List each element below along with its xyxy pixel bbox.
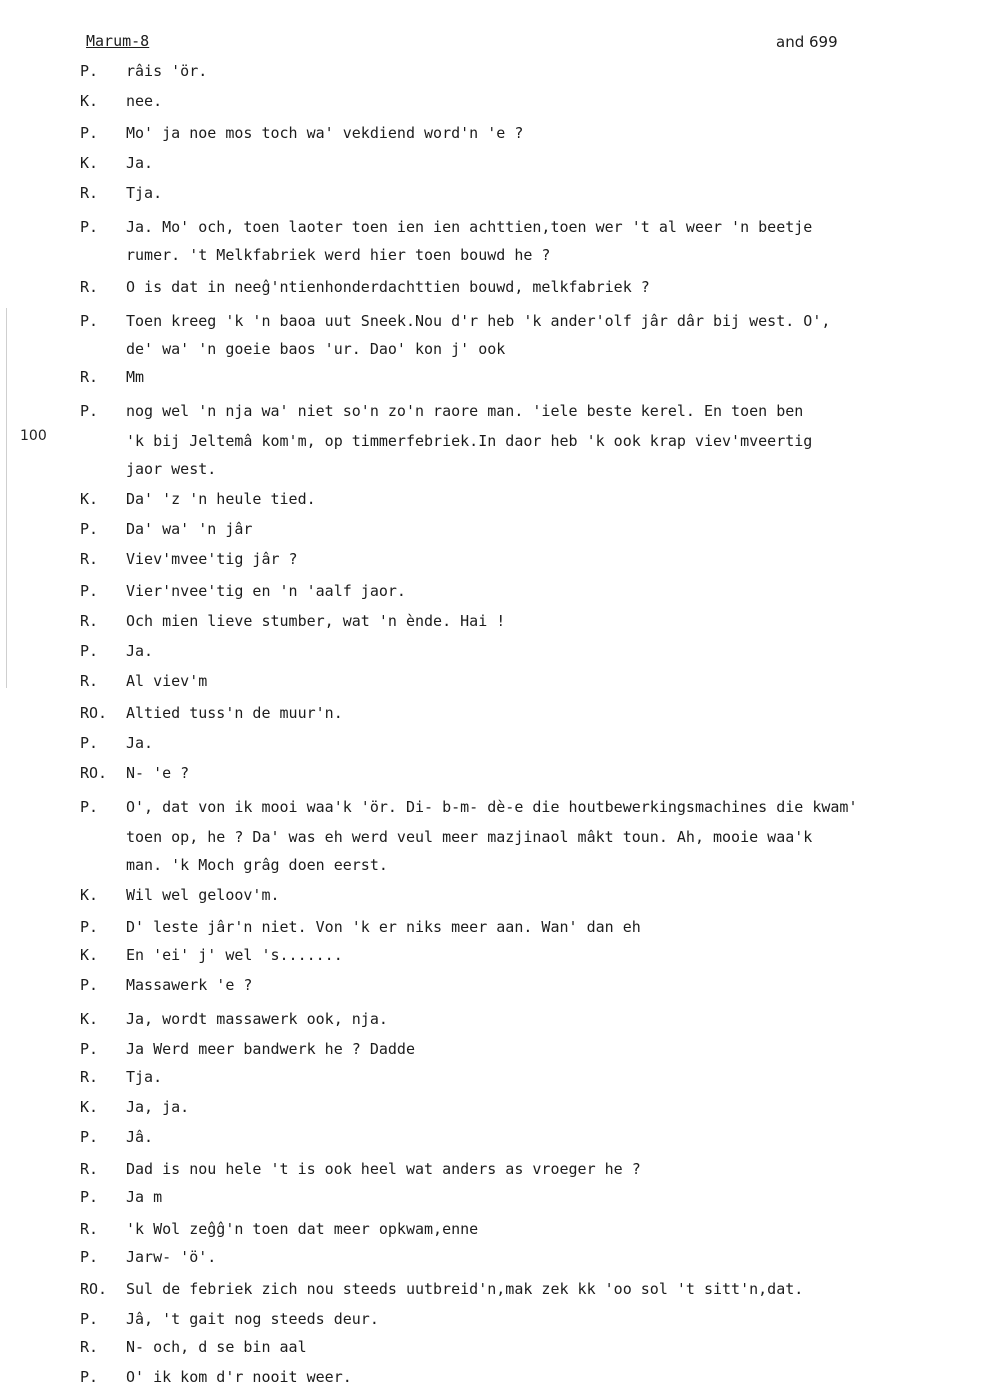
speaker-label: R. (80, 612, 99, 630)
speaker-label: K. (80, 1010, 99, 1028)
utterance-text: Tja. (126, 1068, 163, 1086)
speaker-label: P. (80, 1310, 99, 1328)
utterance-text: Da' wa' 'n jâr (126, 520, 253, 538)
utterance-text: Ja. Mo' och, toen laoter toen ien ien achttien,toen wer 't al weer 'n beetje (126, 218, 813, 236)
speaker-label: P. (80, 1248, 99, 1266)
speaker-label: P. (80, 1368, 99, 1386)
utterance-text: D' leste jâr'n niet. Von 'k er niks meer aan. Wan' dan eh (126, 918, 641, 936)
utterance-text: Massawerk 'e ? (126, 976, 253, 994)
speaker-label: R. (80, 1160, 99, 1178)
utterance-text: O' ik kom d'r nooit weer. (126, 1368, 352, 1386)
utterance-text: Wil wel geloov'm. (126, 886, 280, 904)
utterance-text: Ja, ja. (126, 1098, 190, 1116)
utterance-text: O', dat von ik mooi waa'k 'ör. Di- b-m- dè-e die houtbewerkingsmachines die kwam' (126, 798, 858, 816)
speaker-label: P. (80, 520, 99, 538)
utterance-text: N- och, d se bin aal (126, 1338, 307, 1356)
utterance-text: Jarw- 'ö'. (126, 1248, 217, 1266)
speaker-label: P. (80, 1128, 99, 1146)
utterance-text: man. 'k Moch grâg doen eerst. (126, 856, 388, 874)
speaker-label: K. (80, 946, 99, 964)
speaker-label: K. (80, 92, 99, 110)
utterance-text: Ja. (126, 734, 154, 752)
speaker-label: R. (80, 1068, 99, 1086)
utterance-text: Altied tuss'n de muur'n. (126, 704, 343, 722)
speaker-label: P. (80, 642, 99, 660)
utterance-text: Vier'nvee'tig en 'n 'aalf jaor. (126, 582, 406, 600)
speaker-label: R. (80, 184, 99, 202)
speaker-label: P. (80, 1188, 99, 1206)
speaker-label: P. (80, 218, 99, 236)
utterance-text: toen op, he ? Da' was eh werd veul meer mazjinaol mâkt toun. Ah, mooie waa'k (126, 828, 813, 846)
speaker-label: RO. (80, 704, 108, 722)
speaker-label: R. (80, 1338, 99, 1356)
utterance-text: Sul de febriek zich nou steeds uutbreid'n,mak zek kk 'oo sol 't sitt'n,dat. (126, 1280, 804, 1298)
speaker-label: R. (80, 1220, 99, 1238)
utterance-text: Ja, wordt massawerk ook, nja. (126, 1010, 388, 1028)
utterance-text: Tja. (126, 184, 163, 202)
utterance-text: Mo' ja noe mos toch wa' vekdiend word'n 'e ? (126, 124, 524, 142)
utterance-text: Toen kreeg 'k 'n baoa uut Sneek.Nou d'r heb 'k ander'olf jâr dâr bij west. O', (126, 312, 831, 330)
utterance-text: Al viev'm (126, 672, 208, 690)
utterance-text: Ja m (126, 1188, 163, 1206)
utterance-text: nog wel 'n nja wa' niet so'n zo'n raore man. 'iele beste kerel. En toen ben (126, 402, 804, 420)
speaker-label: RO. (80, 764, 108, 782)
speaker-label: R. (80, 550, 99, 568)
utterance-text: jaor west. (126, 460, 217, 478)
utterance-text: de' wa' 'n goeie baos 'ur. Dao' kon j' ook (126, 340, 506, 358)
utterance-text: En 'ei' j' wel 's....... (126, 946, 343, 964)
utterance-text: Jâ, 't gait nog steeds deur. (126, 1310, 379, 1328)
utterance-text: Mm (126, 368, 145, 386)
utterance-text: Viev'mvee'tig jâr ? (126, 550, 298, 568)
utterance-text: rumer. 't Melkfabriek werd hier toen bouwd he ? (126, 246, 551, 264)
speaker-label: P. (80, 124, 99, 142)
utterance-text: Ja. (126, 154, 154, 172)
utterance-text: 'k Wol zeĝĝ'n toen dat meer opkwam,enne (126, 1220, 479, 1238)
utterance-text: Da' 'z 'n heule tied. (126, 490, 316, 508)
speaker-label: P. (80, 62, 99, 80)
utterance-text: râis 'ör. (126, 62, 208, 80)
speaker-label: K. (80, 154, 99, 172)
speaker-label: P. (80, 1040, 99, 1058)
speaker-label: R. (80, 672, 99, 690)
speaker-label: K. (80, 1098, 99, 1116)
document-header-title: Marum-8 (86, 32, 150, 50)
utterance-text: nee. (126, 92, 163, 110)
utterance-text: 'k bij Jeltemâ kom'm, op timmerfebriek.In daor heb 'k ook krap viev'mveertig (126, 432, 813, 450)
speaker-label: K. (80, 886, 99, 904)
utterance-text: N- 'e ? (126, 764, 190, 782)
speaker-label: P. (80, 734, 99, 752)
utterance-text: Och mien lieve stumber, wat 'n ènde. Hai ! (126, 612, 506, 630)
speaker-label: R. (80, 368, 99, 386)
margin-line-number: 100 (20, 428, 47, 444)
speaker-label: RO. (80, 1280, 108, 1298)
utterance-text: Dad is nou hele 't is ook heel wat anders as vroeger he ? (126, 1160, 641, 1178)
speaker-label: K. (80, 490, 99, 508)
document-header-band: and 699 (776, 33, 838, 51)
speaker-label: P. (80, 918, 99, 936)
utterance-text: Ja. (126, 642, 154, 660)
utterance-text: Jâ. (126, 1128, 154, 1146)
utterance-text: O is dat in neeĝ'ntienhonderdachttien bouwd, melkfabriek ? (126, 278, 650, 296)
speaker-label: P. (80, 976, 99, 994)
speaker-label: R. (80, 278, 99, 296)
speaker-label: P. (80, 312, 99, 330)
speaker-label: P. (80, 798, 99, 816)
speaker-label: P. (80, 402, 99, 420)
utterance-text: Ja Werd meer bandwerk he ? Dadde (126, 1040, 415, 1058)
speaker-label: P. (80, 582, 99, 600)
